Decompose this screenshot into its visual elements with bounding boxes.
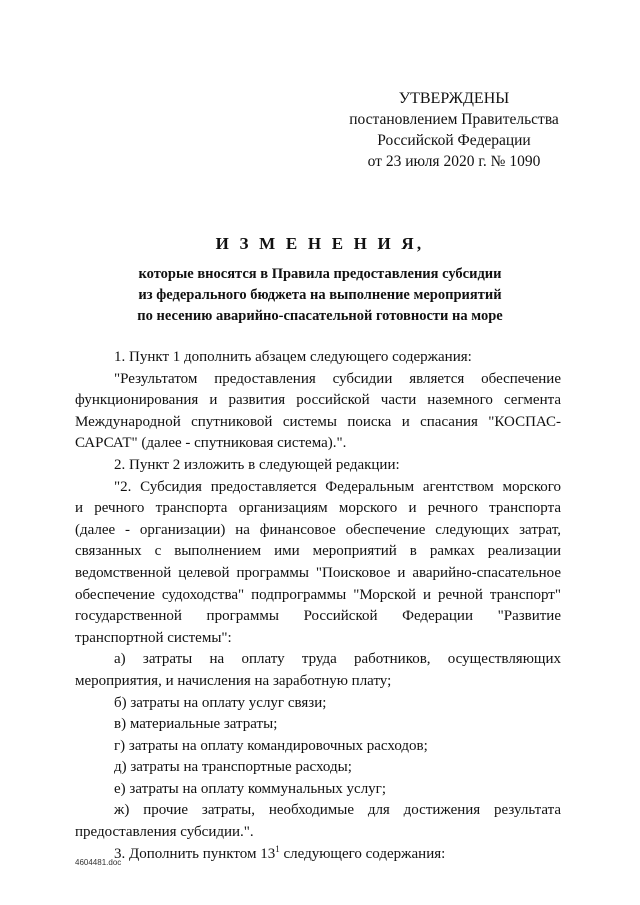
paragraph-line: государственной программы Российской Федерации "Развитие	[75, 608, 561, 625]
approval-block	[348, 88, 560, 172]
document-subtitle-3: по несению аварийно-спасательной готовности на море	[137, 308, 503, 324]
approval-line-1: постановлением Правительства	[349, 111, 559, 128]
document-title: И З М Е Н Е Н И Я,	[215, 234, 425, 253]
list-item: а) затраты на оплату труда работников, осуществляющих	[114, 651, 561, 668]
list-item-continuation: предоставления субсидии.".	[75, 824, 254, 841]
paragraph-line: Международной спутниковой системы поиска и спасания "КОСПАС-	[75, 413, 561, 430]
document-heading	[60, 234, 580, 327]
paragraph-line: ведомственной целевой программы "Поисковое и аварийно-спасательное	[75, 564, 561, 581]
paragraph-line: связанных с выполнением ими мероприятий в рамках реализации	[75, 543, 561, 560]
paragraph-line: транспортной системы":	[75, 629, 232, 646]
file-name: 4604481.doc	[75, 858, 122, 867]
paragraph-line: 1. Пункт 1 дополнить абзацем следующего содержания:	[114, 349, 472, 365]
point-3-text-end: следующего содержания:	[279, 845, 446, 862]
approval-line-3: от 23 июля 2020 г. № 1090	[367, 153, 541, 170]
paragraph-line: "Результатом предоставления субсидии является обеспечение	[114, 370, 561, 387]
approval-word: УТВЕРЖДЕНЫ	[398, 90, 510, 107]
approval-line-2: Российской Федерации	[377, 132, 531, 149]
document-subtitle-2: из федерального бюджета на выполнение мероприятий	[138, 287, 502, 303]
paragraph-line: обеспечение судоходства" подпрограммы "Морской и речной транспорт"	[75, 586, 561, 603]
list-item-continuation: мероприятия, и начисления на заработную плату;	[75, 672, 392, 689]
list-item: г) затраты на оплату командировочных расходов;	[114, 737, 428, 754]
paragraph-line: САРСАТ" (далее - спутниковая система).".	[75, 435, 347, 452]
paragraph-line: "2. Субсидия предоставляется Федеральным агентством морского	[114, 478, 561, 495]
paragraph-line: функционирования и развития российской части наземного сегмента	[75, 392, 561, 409]
paragraph-line	[75, 844, 561, 866]
document-body	[75, 347, 561, 865]
list-item: д) затраты на транспортные расходы;	[114, 759, 352, 776]
list-item: в) материальные затраты;	[114, 716, 278, 733]
point-number-superscript: 1	[275, 843, 280, 854]
list-item: б) затраты на оплату услуг связи;	[114, 694, 327, 711]
paragraph-line: 2. Пункт 2 изложить в следующей редакции:	[114, 456, 400, 473]
point-3-text: 3. Дополнить пунктом 13	[114, 845, 276, 862]
list-item: ж) прочие затраты, необходимые для достижения результата	[114, 802, 561, 819]
document-subtitle-1: которые вносятся в Правила предоставления субсидии	[138, 266, 502, 282]
list-item: е) затраты на оплату коммунальных услуг;	[114, 780, 386, 797]
paragraph-line: и речного транспорта организациям морского и речного транспорта	[75, 500, 561, 517]
paragraph-line: (далее - организации) на финансовое обеспечение следующих затрат,	[75, 521, 561, 538]
